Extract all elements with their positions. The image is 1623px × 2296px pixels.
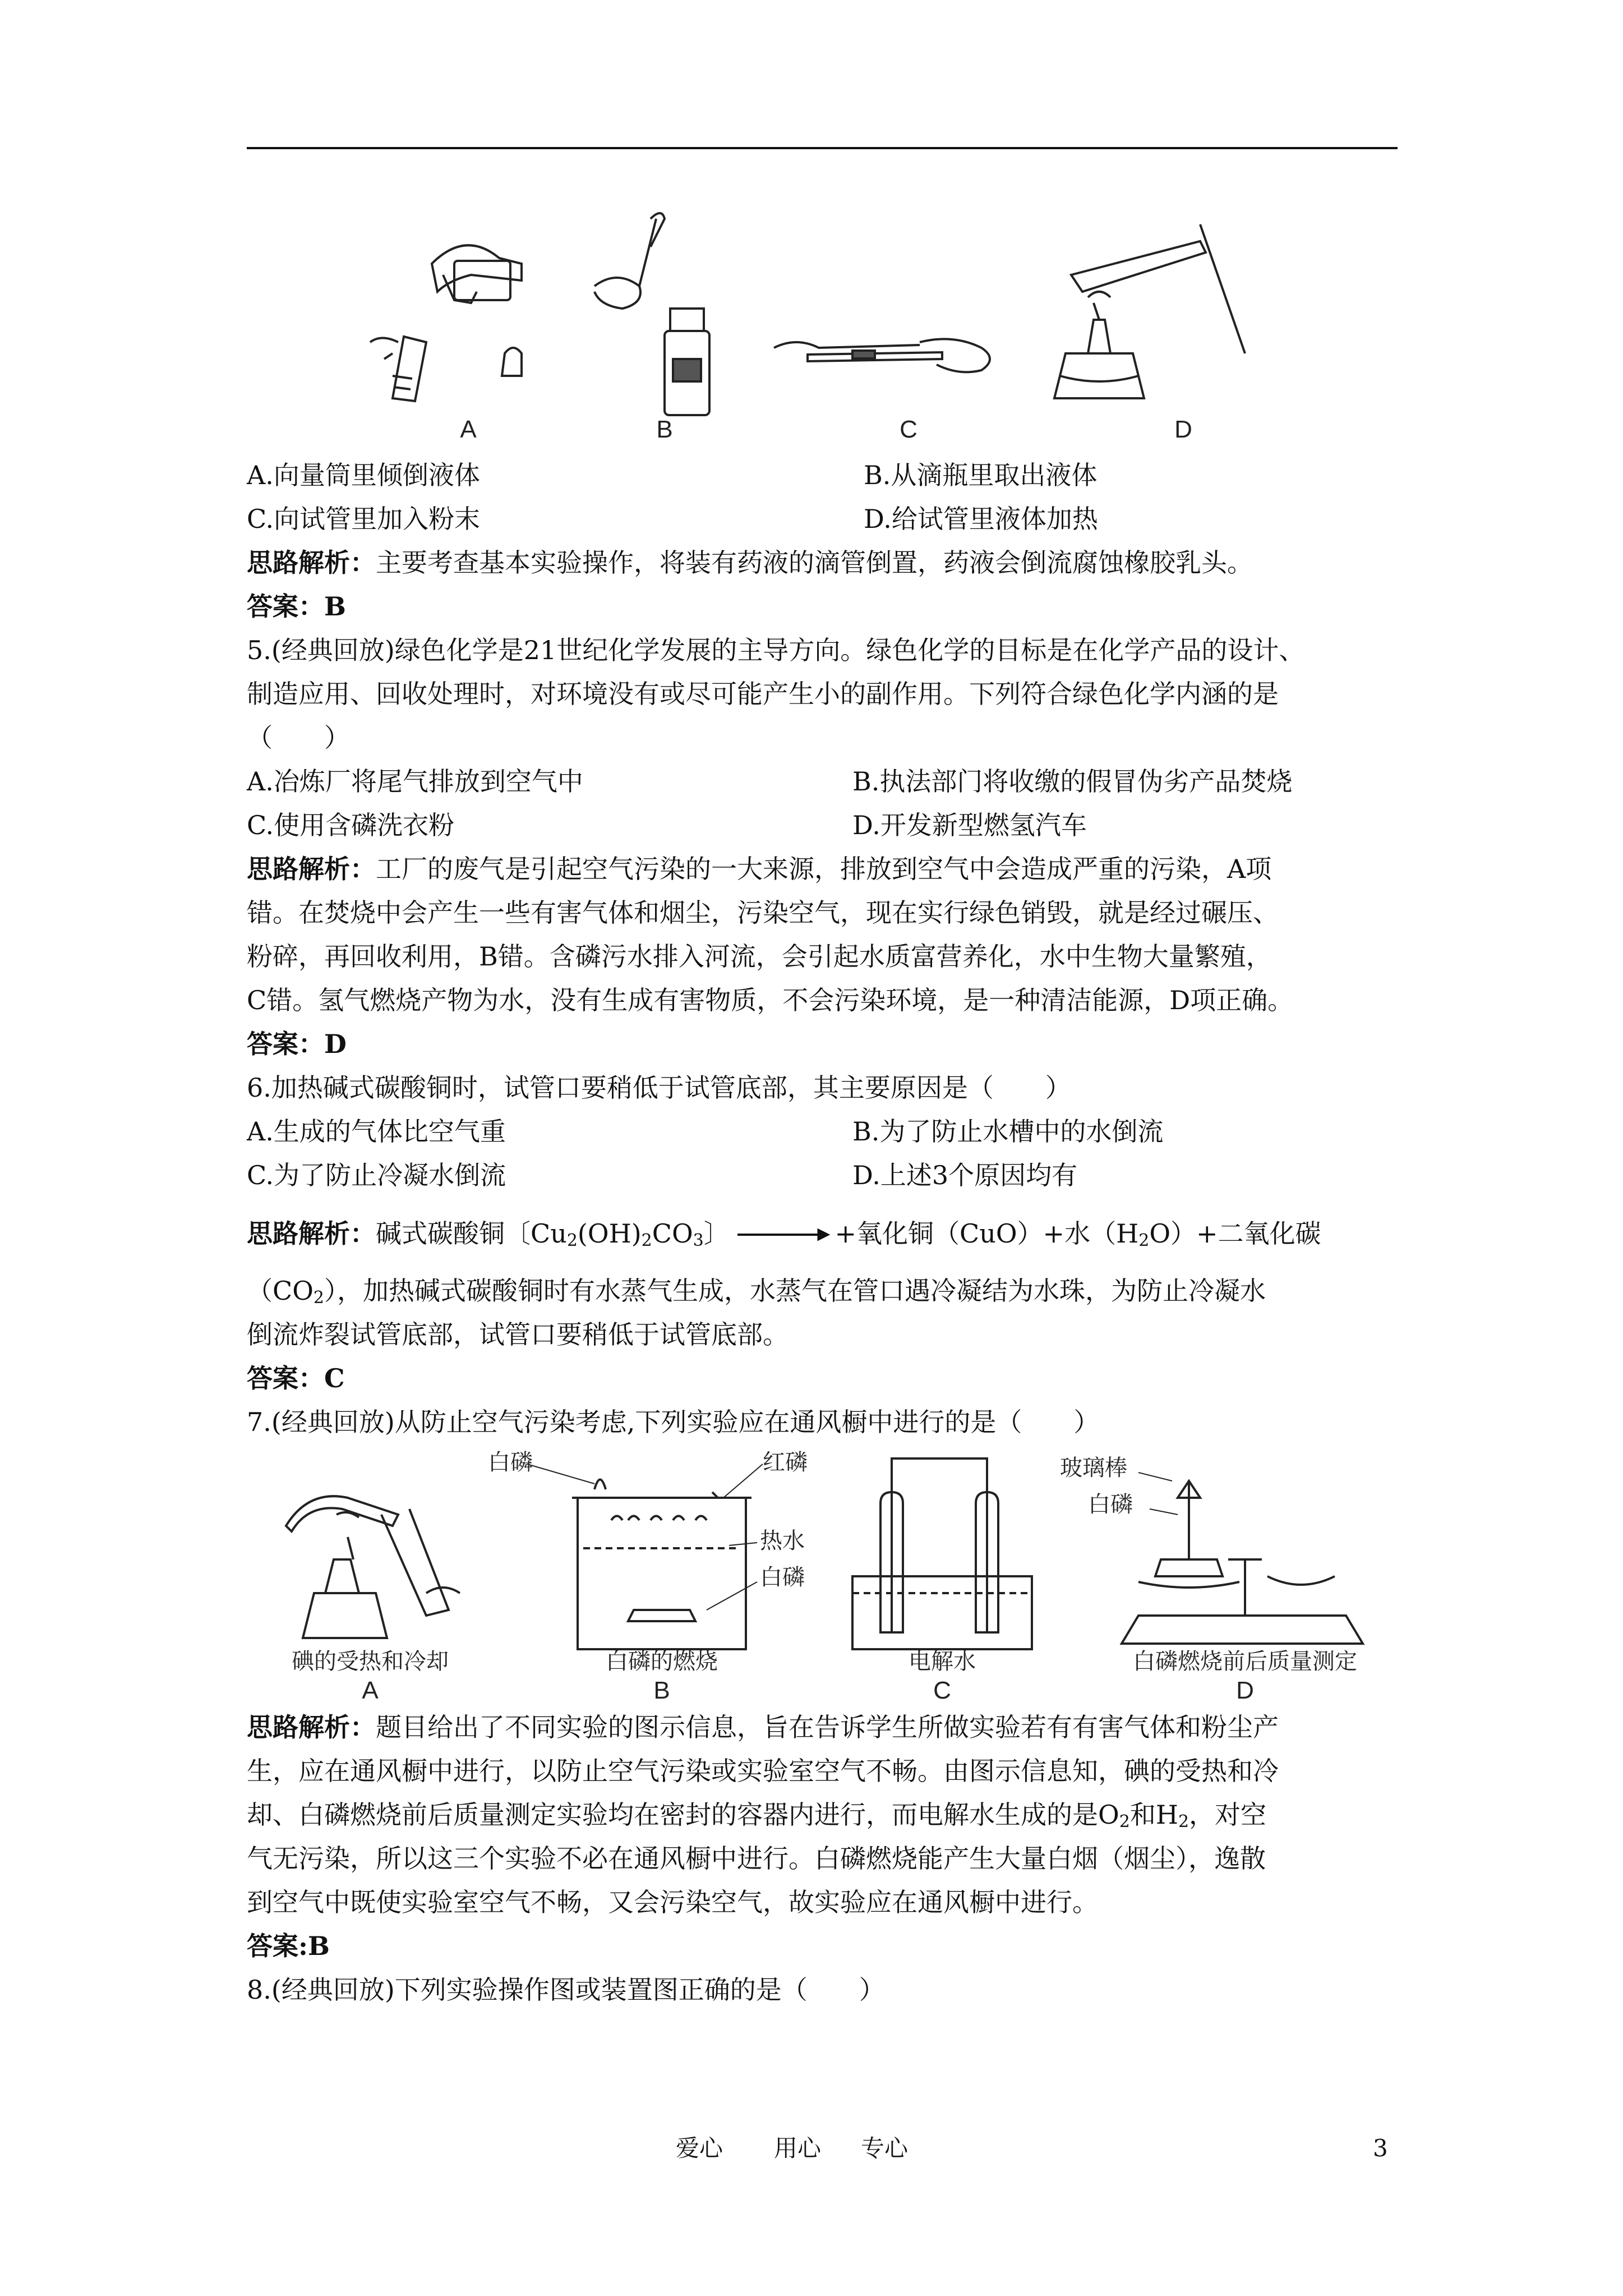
q6-options-row-1 [247,1110,1402,1153]
reaction-arrow-icon [737,1234,822,1236]
q4-options-row-2 [247,497,1402,541]
q6-analysis-eq: +氧化铜（CuO）+水（H [834,1218,1139,1249]
q6-option-c: C.为了防止冷凝水倒流 [247,1160,506,1190]
callout-glass-rod: 玻璃棒 [1060,1455,1127,1481]
q7-analysis-line-2: 生，应在通风橱中进行，以防止空气污染或实验室空气不畅。由图示信息知，碘的受热和冷 [247,1756,1279,1786]
figure1-label-d: D [1174,416,1192,443]
figure7-caption-d: 白磷燃烧前后质量测定 [1133,1649,1357,1674]
figure-b-dropper [594,213,709,415]
q4-answer: 答案：B [247,591,346,622]
figure-a-cylinder-pour [370,245,522,401]
callout-white-phosphorus-top: 白磷 [488,1450,533,1475]
page-number: 3 [1373,2134,1388,2162]
figure1-label-a: A [460,416,477,443]
q7-stem: 7.(经典回放)从防止空气污染考虑,下列实验应在通风橱中进行的是（ ） [247,1407,1100,1437]
q5-analysis-label: 思路解析： [247,854,376,884]
q8-stem: 8.(经典回放)下列实验操作图或装置图正确的是（ ） [247,1975,885,2005]
callout-red-phosphorus: 红磷 [763,1450,808,1475]
q7-line3-tail: ，对空 [1189,1800,1267,1830]
q5-analysis-line-3: 粉碎，再回收利用，B错。含磷污水排入河流，会引起水质富营养化，水中生物大量繁殖， [247,941,1272,972]
q5-option-c: C.使用含磷洗衣粉 [247,810,455,840]
q6-analysis-line2-pre: （CO [247,1276,313,1306]
q5-stem [247,628,1402,760]
q6-analysis-pre: 碱式碳酸铜〔Cu [376,1218,567,1249]
q6-answer: 答案：C [247,1363,345,1393]
figure-lab-operations [359,208,1279,449]
q7-analysis-line-1: 题目给出了不同实验的图示信息，旨在告诉学生所做实验若有有害气体和粉尘产 [376,1712,1279,1742]
q6-analysis-line-2: $(CO_2)$，加热碱式碳酸铜时有水蒸气生成，水蒸气在管口遇冷凝结为水珠，为防止冷凝水 [247,1276,1266,1308]
header-rule [247,147,1398,149]
q4-option-d: D.给试管里液体加热 [864,504,1098,534]
q6-analysis-eq-end: O）+二氧化碳 [1149,1218,1321,1249]
q7-answer: 答案:B [247,1931,330,1961]
q6-analysis-label: 思路解析： [247,1218,376,1249]
figure7-label-c: C [933,1677,951,1704]
q5-stem-line-2: 制造应用、回收处理时，对环境没有或尽可能产生小的副作用。下列符合绿色化学内涵的是 [247,679,1279,709]
q6-analysis-line-1: 思路解析：碱式碳酸铜〔$Cu_2(OH)_2CO_3$〕 ▸ +氧化铜（CuO）+水$(H_2O)+$二氧化碳 [247,1217,1321,1250]
figure7-label-b: B [653,1677,670,1704]
q5-stem-line-1: 5.(经典回放)绿色化学是21世纪化学发展的主导方向。绿色化学的目标是在化学产品的设计、 [247,635,1305,665]
figure7-label-a: A [362,1677,379,1704]
q5-analysis-line-2: 错。在焚烧中会产生一些有害气体和烟尘，污染空气，现在实行绿色销毁，就是经过碾压、 [247,898,1279,928]
q4-option-c: C.向试管里加入粉末 [247,504,481,534]
q4-options-row-1 [247,453,1402,497]
figure7-caption-b: 白磷的燃烧 [606,1649,718,1674]
figure-d-heating [1054,224,1245,398]
q7-h2-text: 和H [1129,1800,1178,1830]
q6-option-d: D.上述3个原因均有 [852,1160,1078,1190]
figure1-label-b: B [656,416,673,443]
figure-air-pollution-experiments [264,1447,1385,1705]
figure1-label-c: C [900,416,917,443]
q5-answer: 答案：D [247,1029,347,1059]
q6-stem: 6.加热碱式碳酸铜时，试管口要稍低于试管底部，其主要原因是（ ） [247,1073,1071,1103]
figure-c-powder [774,339,990,372]
q4-option-a: A.向量筒里倾倒液体 [247,460,480,490]
q5-options-row-2 [247,803,1402,847]
q4-analysis [247,541,1399,585]
q5-option-b: B.执法部门将收缴的假冒伪劣产品焚烧 [852,766,1293,797]
figure7-caption-c: 电解水 [909,1649,976,1674]
footer-motto-1: 爱心 [676,2134,723,2162]
q5-option-a: A.冶炼厂将尾气排放到空气中 [247,766,583,797]
q7-analysis-line-5: 到空气中既使实验室空气不畅，又会污染空气，故实验应在通风橱中进行。 [247,1887,1098,1917]
q5-analysis-line-4: C错。氢气燃烧产物为水，没有生成有害物质，不会污染环境，是一种清洁能源，D项正确。 [247,985,1294,1015]
footer-motto-2: 用心 [774,2134,822,2162]
figure7-b-apparatus [572,1480,751,1650]
q5-option-d: D.开发新型燃氢汽车 [852,810,1087,840]
q5-stem-line-3: （ ） [247,723,350,753]
callout-white-phosphorus-water: 白磷 [760,1565,805,1590]
q5-analysis [247,847,1402,1022]
q6-option-a: A.生成的气体比空气重 [247,1116,506,1147]
figure7-a-apparatus [286,1496,460,1638]
q6-options-row-2 [247,1153,1402,1197]
figure7-label-d: D [1236,1677,1254,1704]
q7-analysis: 思路解析：题目给出了不同实验的图示信息，旨在告诉学生所做实验若有有害气体和粉尘产 生，应在通风橱中进行，以防止空气污染或实验室空气不畅。由图示信息知，碘的受热和冷 却、白磷燃烧前后质量测定实验均在密封的容器内进行，而电解水生成的是$O_2$和$H_2$，对空 气无污染，所以这三个实验不必在通风橱中进行。白磷燃烧能产生大量白烟（烟尘），逸散 到空气中既使实验室空气不畅，又会污染空气，故实验应在通风橱中进行。 [247,1705,1402,1924]
q4-analysis-label: 思路解析： [247,547,376,578]
q6-analysis-line2: ），加热碱式碳酸铜时有水蒸气生成，水蒸气在管口遇冷凝结为水珠，为防止冷凝水 [324,1276,1266,1306]
q7-analysis-line-3: 却、白磷燃烧前后质量测定实验均在密封的容器内进行，而电解水生成的是 [247,1800,1098,1830]
footer-motto-3: 专心 [861,2134,909,2162]
callout-hot-water: 热水 [760,1528,805,1554]
figure7-caption-a: 碘的受热和冷却 [292,1649,449,1674]
q4-option-b: B.从滴瓶里取出液体 [864,460,1098,490]
q7-analysis-line-4: 气无污染，所以这三个实验不必在通风橱中进行。白磷燃烧能产生大量白烟（烟尘），逸散 [247,1843,1266,1874]
q6-option-b: B.为了防止水槽中的水倒流 [852,1116,1164,1147]
figure7-d-apparatus [1122,1481,1363,1644]
q5-options-row-1 [247,760,1402,803]
callout-white-phosphorus-d: 白磷 [1088,1492,1133,1517]
q6-analysis-line-3: 倒流炸裂试管底部，试管口要稍低于试管底部。 [247,1319,789,1350]
q4-analysis-text: 主要考查基本实验操作，将装有药液的滴管倒置，药液会倒流腐蚀橡胶乳头。 [376,547,1253,578]
q7-o2-text: O [1098,1800,1119,1830]
figure7-c-apparatus [852,1458,1032,1649]
q5-analysis-line-1: 工厂的废气是引起空气污染的一大来源，排放到空气中会造成严重的污染，A项 [376,854,1272,884]
q7-analysis-label: 思路解析： [247,1712,376,1742]
